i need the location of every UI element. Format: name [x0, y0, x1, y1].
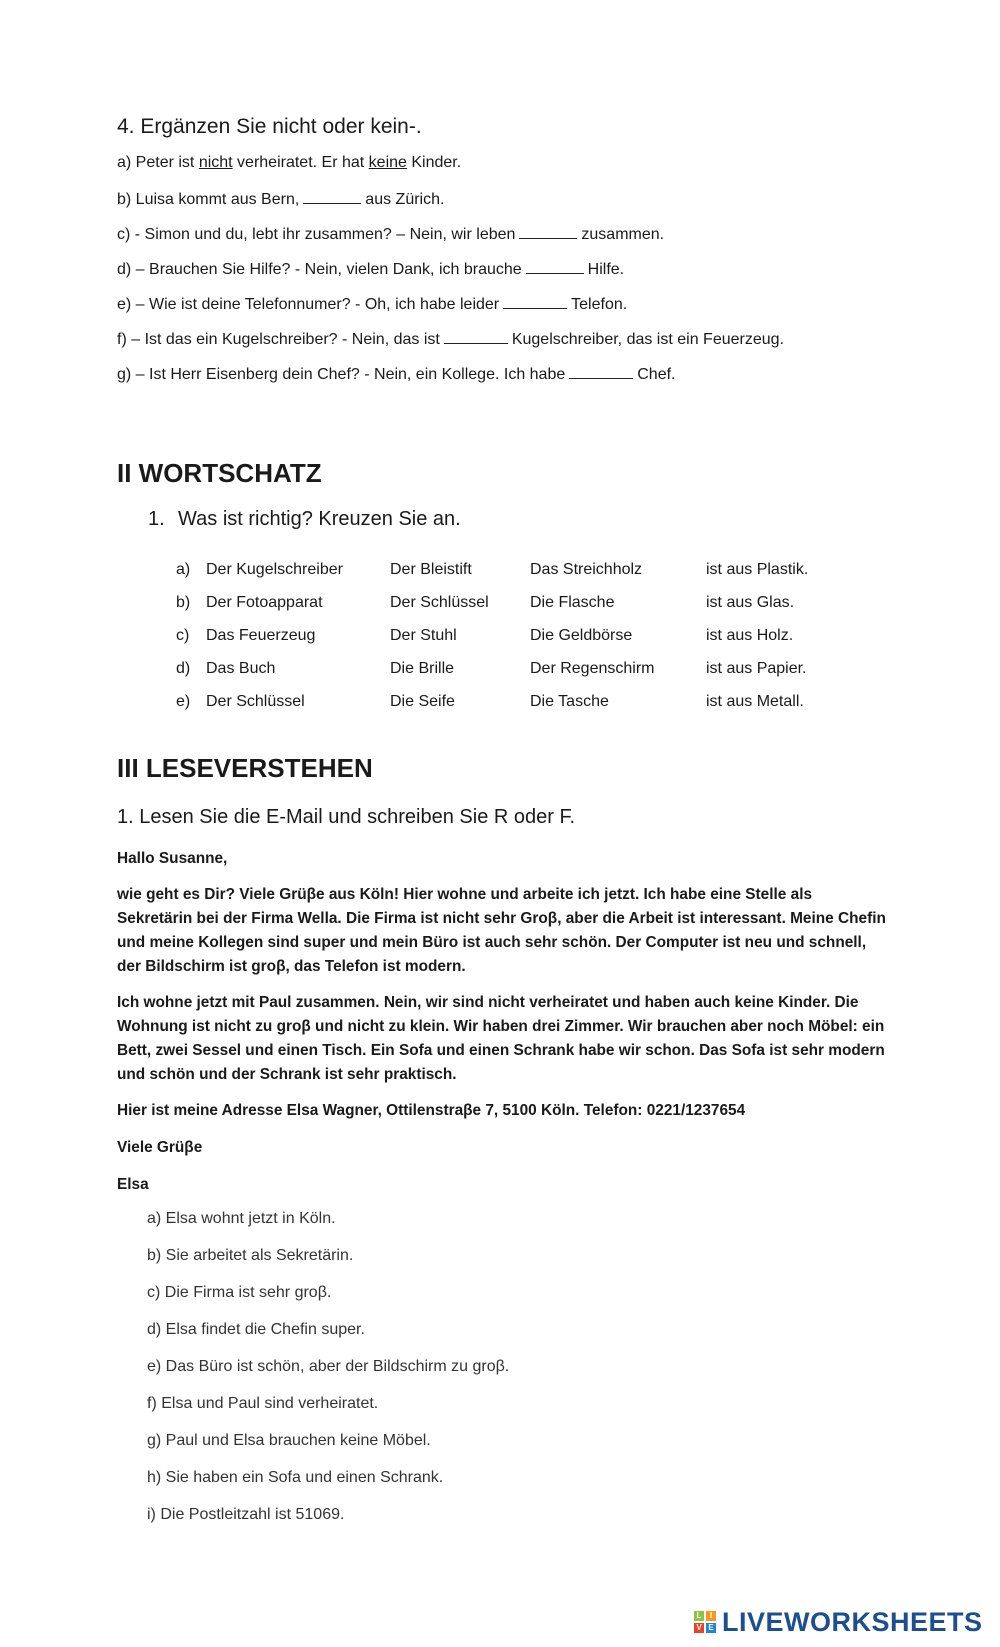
wortschatz-task: 1. Was ist richtig? Kreuzen Sie an. — [148, 508, 461, 530]
section-wortschatz-title: II WORTSCHATZ — [117, 458, 322, 488]
vocab-option[interactable]: Der Bleistift — [390, 561, 472, 578]
statement-e[interactable]: e) Das Büro ist schön, aber der Bildschirm zu groβ. — [147, 1358, 510, 1375]
underlined-nicht: nicht — [198, 154, 233, 171]
vocab-option[interactable]: Der Kugelschreiber — [206, 561, 343, 578]
vocab-option[interactable]: Die Tasche — [530, 693, 609, 710]
task4-item-b: b) Luisa kommt aus Bern, aus Zürich. — [117, 191, 445, 208]
email-paragraph-1: wie geht es Dir? Viele Grüβe aus Köln! Hier wohne und arbeite ich jetzt. Ich habe eine Stelle als Sekretärin bei der Firma Wella. Die Firma ist nicht sehr Groβ, aber die Arbeit ist interessant. Meine Chefin und meine Kollegen sind super und mein Büro ist auch sehr schön. Der Computer ist neu und schnell, der Bildschirm ist groβ, das Telefon ist modern. — [117, 886, 886, 975]
logo-text: LIVEWORKSHEETS — [722, 1606, 983, 1637]
lesen-task: 1. Lesen Sie die E-Mail und schreiben Sie R oder F. — [117, 806, 576, 828]
statement-c[interactable]: c) Die Firma ist sehr groβ. — [147, 1284, 332, 1301]
email-signature: Elsa — [117, 1176, 149, 1193]
vocab-option[interactable]: Die Geldbörse — [530, 627, 633, 644]
blank-field[interactable] — [526, 259, 584, 274]
task4-item-c: c) - Simon und du, lebt ihr zusammen? – Nein, wir leben zusammen. — [117, 226, 665, 243]
liveworksheets-logo — [694, 1605, 983, 1639]
statement-i[interactable]: i) Die Postleitzahl ist 51069. — [147, 1506, 345, 1523]
statement-d[interactable]: d) Elsa findet die Chefin super. — [147, 1321, 365, 1338]
task4-item-f: f) – Ist das ein Kugelschreiber? - Nein, das ist Kugelschreiber, das ist ein Feuerzeug. — [117, 331, 784, 348]
statement-f[interactable]: f) Elsa und Paul sind verheiratet. — [147, 1395, 379, 1412]
vocab-option[interactable]: Der Stuhl — [390, 627, 457, 644]
task4-example: a) Peter ist nicht verheiratet. Er hat keine Kinder. — [117, 154, 462, 171]
vocab-option[interactable]: Die Flasche — [530, 594, 615, 611]
task4-item-e: e) – Wie ist deine Telefonnumer? - Oh, ich habe leider Telefon. — [117, 296, 628, 313]
blank-field[interactable] — [503, 294, 567, 309]
underlined-keine: keine — [368, 154, 407, 171]
task4-item-g: g) – Ist Herr Eisenberg dein Chef? - Nein, ein Kollege. Ich habe Chef. — [117, 366, 676, 383]
statement-g[interactable]: g) Paul und Elsa brauchen keine Möbel. — [147, 1432, 431, 1449]
vocab-option[interactable]: Der Schlüssel — [390, 594, 489, 611]
blank-field[interactable] — [303, 189, 361, 204]
vocab-option[interactable]: Das Streichholz — [530, 561, 643, 578]
vocab-option[interactable]: Der Schlüssel — [206, 693, 305, 710]
email-greeting: Hallo Susanne, — [117, 850, 228, 867]
vocab-option[interactable]: Das Buch — [206, 660, 276, 677]
blank-field[interactable] — [519, 224, 577, 239]
worksheet-page: 4. Ergänzen Sie nicht oder kein-. a) Peter ist nicht verheiratet. Er hat keine Kinder. b) Luisa kommt aus Bern, aus Zürich. c) - Simon und du, lebt ihr zusammen? – Nein, wir leben zusammen. d) – Brauchen Sie Hilfe? - Nein, vielen Dank, ich brauche Hilfe. e) – Wie ist deine Telefonnumer? - Oh, ich habe leider Telefon. f) – Ist das ein Kugelschreiber? - Nein, das ist Kugelschreiber, das ist ein Feuerzeug. g) – Ist Herr Eisenberg dein Chef? - Nein, ein Kollege. Ich habe Chef. II WORTSCHATZ 1. Was ist richtig? Kreuzen Sie an. a) Der Kugelschreiber Der Bleistift Das Streichholz ist aus Plastik. b) Der Fotoapparat Der Schlüssel Die Flasche ist aus Glas. c) Das Feuerzeug Der Stuhl Die Geldbörse ist aus Holz. d) Das Buch Die Brille Der Regenschirm ist aus Papier. e) Der Schlüssel Die Seife Die Tasche ist aus Metall. III LESEVERSTEHEN 1. Lesen Sie die E-Mail und schreiben Sie R oder F. Hallo Susanne, wie geht es Dir? Viele Grüβe aus Köln! Hier wohne und arbeite ich jetzt. Ich habe eine Stelle als Sekretärin bei der Firma Wella. Die Firma ist nicht sehr Groβ, aber die Arbeit ist interessant. Meine Chefin und meine Kollegen sind super und mein Büro ist auch sehr schön. Der Computer ist neu und schnell, der Bildschirm ist groβ, das Telefon ist modern. Ich wohne jetzt mit Paul zusammen. Nein, wir sind nicht verheiratet und haben auch keine Kinder. Die Wohnung ist nicht zu groβ und nicht zu klein. Wir haben drei Zimmer. Wir brauchen aber noch Möbel: ein Bett, zwei Sessel und einen Tisch. Ein Sofa und einen Schrank habe wir schon. Das Sofa ist sehr modern und schön und der Schrank ist sehr praktisch. Hier ist meine Adresse Elsa Wagner, Ottilenstraβe 7, 5100 Köln. Telefon: 0221/1237654 Viele Grüβe Elsa a) Elsa wohnt jetzt in Köln. b) Sie arbeitet als Sekretärin. c) Die Firma ist sehr groβ. d) Elsa findet die Chefin super. e) Das Büro ist schön, aber der Bildschirm zu groβ. f) Elsa und Paul sind verheiratet. g) Paul und Elsa brauchen keine Möbel. h) Sie haben ein Sofa und einen Schrank. i) Die Postleitzahl ist 51069. L I V E LIVEWORKSHEETS — [0, 0, 1000, 1647]
task4-title: 4. Ergänzen Sie nicht oder kein-. — [117, 115, 422, 138]
vocab-option[interactable]: Der Regenschirm — [530, 660, 655, 677]
vocab-option[interactable]: Der Fotoapparat — [206, 594, 323, 611]
email-address: Hier ist meine Adresse Elsa Wagner, Ottilenstraβe 7, 5100 Köln. Telefon: 0221/1237654 — [117, 1102, 746, 1119]
task4-item-d: d) – Brauchen Sie Hilfe? - Nein, vielen Dank, ich brauche Hilfe. — [117, 261, 625, 278]
vocab-option[interactable]: Die Brille — [390, 660, 455, 677]
email-paragraph-2: Ich wohne jetzt mit Paul zusammen. Nein, wir sind nicht verheiratet und haben auch keine Kinder. Die Wohnung ist nicht zu groβ und nicht zu klein. Wir haben drei Zimmer. Wir brauchen aber noch Möbel: ein Bett, zwei Sessel und einen Tisch. Ein Sofa und einen Schrank habe wir schon. Das Sofa ist sehr modern und schön und der Schrank ist sehr praktisch. — [117, 994, 885, 1083]
section-leseverstehen-title: III LESEVERSTEHEN — [117, 753, 373, 783]
blank-field[interactable] — [569, 364, 633, 379]
liveworksheets-logo-icon: L I V E — [694, 1611, 716, 1633]
blank-field[interactable] — [444, 329, 508, 344]
email-closing: Viele Grüβe — [117, 1139, 203, 1156]
statement-a[interactable]: a) Elsa wohnt jetzt in Köln. — [147, 1210, 336, 1227]
vocab-option[interactable]: Die Seife — [390, 693, 455, 710]
vocab-option[interactable]: Das Feuerzeug — [206, 627, 316, 644]
statement-h[interactable]: h) Sie haben ein Sofa und einen Schrank. — [147, 1469, 444, 1486]
statement-b[interactable]: b) Sie arbeitet als Sekretärin. — [147, 1247, 354, 1264]
